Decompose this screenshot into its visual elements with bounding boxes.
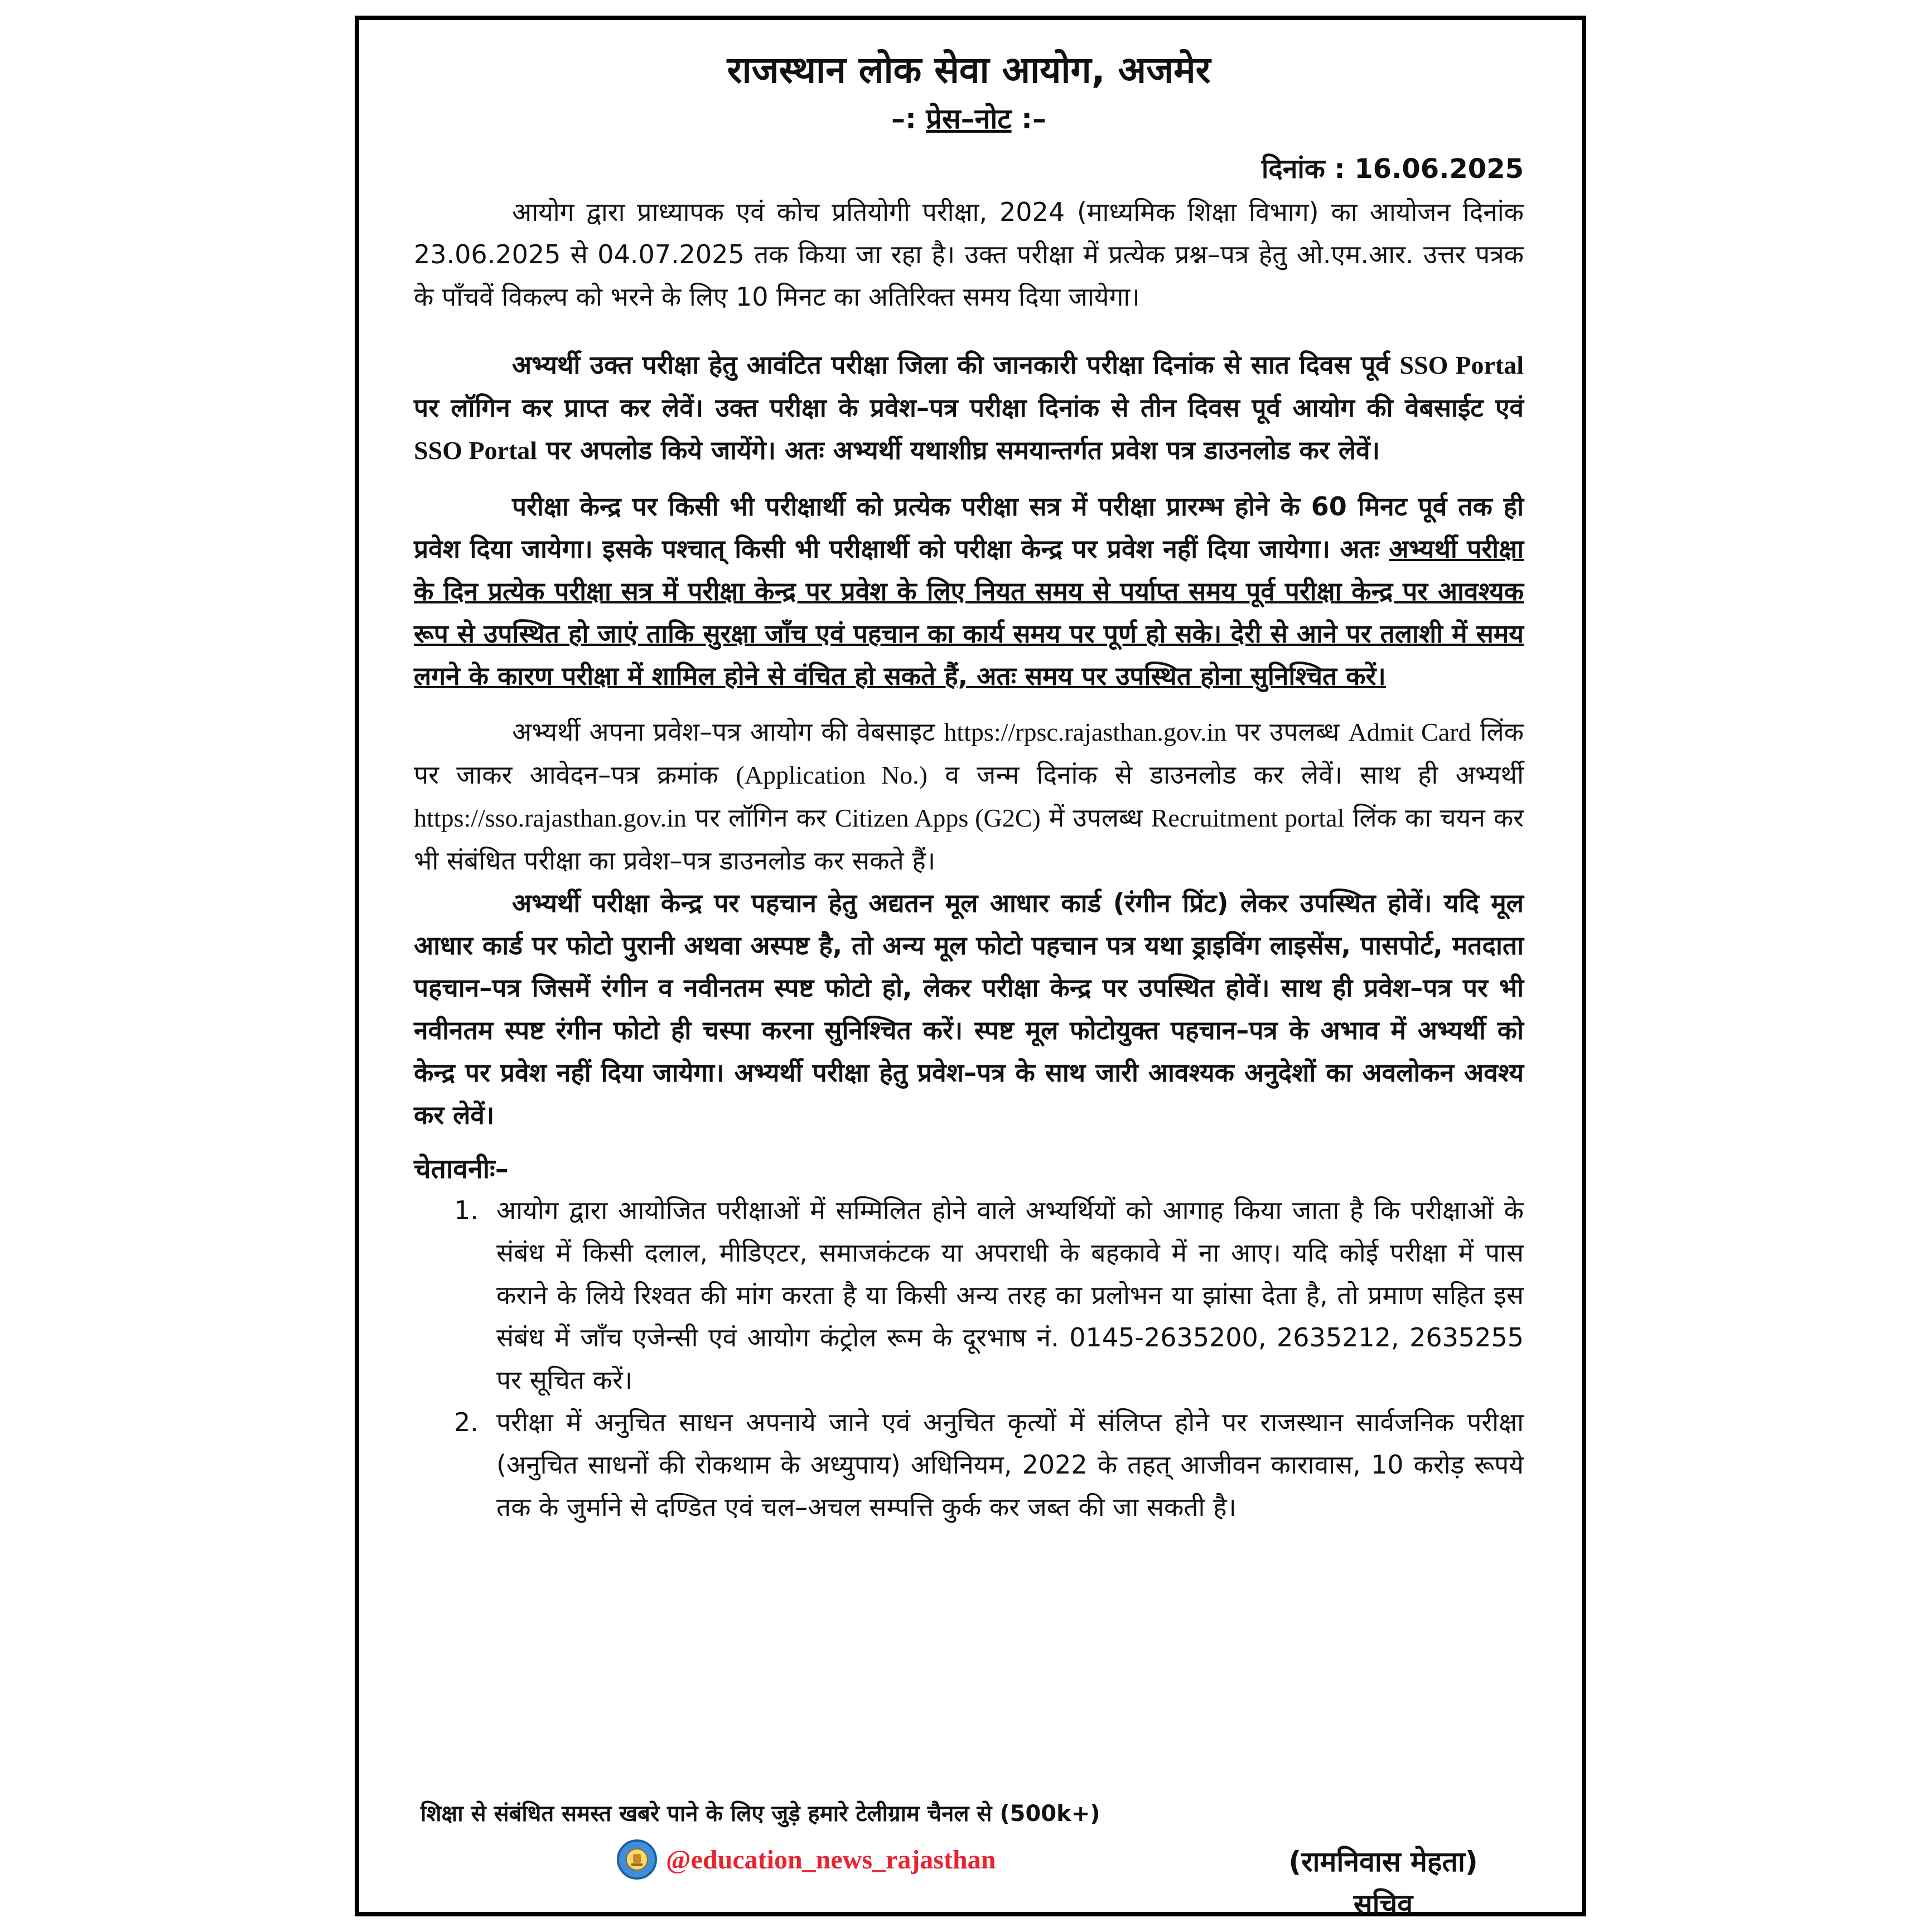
telegram-promo-text: शिक्षा से संबंधित समस्त खबरे पाने के लिए जुड़े हमारे टेलीग्राम चैनल से (500k+): [421, 1801, 1100, 1827]
paragraph-entry-time: परीक्षा केन्द्र पर किसी भी परीक्षार्थी को प्रत्येक परीक्षा सत्र में परीक्षा प्रारम्भ होने के 60 मिनट पूर्व तक ही प्रवेश दिया जायेगा। इसके पश्चात् किसी भी परीक्षार्थी को परीक्षा केन्द्र पर प्रवेश नहीं दिया जायेगा। अतः अभ्यर्थी परीक्षा के दिन प्रत्येक परीक्षा सत्र में परीक्षा केन्द्र पर प्रवेश के लिए नियत समय से पर्याप्त समय पूर्व परीक्षा केन्द्र पर आवश्यक रूप से उपस्थित हो जाएं ताकि सुरक्षा जाँच एवं पहचान का कार्य समय पर पूर्ण हो सके। देरी से आने पर तलाशी में समय लगने के कारण परीक्षा में शामिल होने से वंचित हो सकते हैं, अतः समय पर उपस्थित होना सुनिश्चित करें।: [414, 491, 1524, 691]
paragraph-id-proof: अभ्यर्थी परीक्षा केन्द्र पर पहचान हेतु अद्यतन मूल आधार कार्ड (रंगीन प्रिंट) लेकर उपस्थित होवें। यदि मूल आधार कार्ड पर फोटो पुरानी अथवा अस्पष्ट है, तो अन्य मूल फोटो पहचान पत्र यथा ड्राइविंग लाइसेंस, पासपोर्ट, मतदाता पहचान–पत्र जिसमें रंगीन व नवीनतम स्पष्ट फोटो हो, लेकर परीक्षा केन्द्र पर उपस्थित होवें। साथ ही प्रवेश–पत्र पर भी नवीनतम स्पष्ट रंगीन फोटो ही चस्पा करना सुनिश्चित करें। स्पष्ट मूल फोटोयुक्त पहचान–पत्र के अभाव में अभ्यर्थी को केन्द्र पर प्रवेश नहीं दिया जायेगा। अभ्यर्थी परीक्षा हेतु प्रवेश–पत्र के साथ जारी आवश्यक अनुदेशों का अवलोकन अवश्य कर लेवें।: [414, 887, 1524, 1130]
warning-item: 2. परीक्षा में अनुचित साधन अपनाये जाने एवं अनुचित कृत्यों में संलिप्त होने पर राजस्थान सार्वजनिक परीक्षा (अनुचित साधनों की रोकथाम के अध्युपाय) अधिनियम, 2022 के तहत् आजीवन कारावास, 10 करोड़ रूपये तक के जुर्माने से दण्डित एवं चल–अचल सम्पत्ति कुर्क कर जब्त की जा सकती है।: [454, 1407, 1524, 1522]
paragraph-admit-card: अभ्यर्थी अपना प्रवेश–पत्र आयोग की वेबसाइट https://rpsc.rajasthan.gov.in पर उपलब्ध Admit Card लिंक पर जाकर आवेदन–पत्र क्रमांक (Application No.) व जन्म दिनांक से डाउनलोड कर लेवें। साथ ही अभ्यर्थी https://sso.rajasthan.gov.in पर लॉगिन कर Citizen Apps (G2C) में उपलब्ध Recruitment portal लिंक का चयन कर भी संबंधित परीक्षा का प्रवेश–पत्र डाउनलोड कर सकते हैं।: [414, 716, 1524, 876]
paragraph-exam-schedule: आयोग द्वारा प्राध्यापक एवं कोच प्रतियोगी परीक्षा, 2024 (माध्यमिक शिक्षा विभाग) का आयोजन दिनांक 23.06.2025 से 04.07.2025 तक किया जा रहा है। उक्त परीक्षा में प्रत्येक प्रश्न–पत्र हेतु ओ.एम.आर. उत्तर पत्रक के पाँचवें विकल्प को भरने के लिए 10 मिनट का अतिरिक्त समय दिया जायेगा।: [414, 196, 1524, 312]
rpsc-website-link[interactable]: https://rpsc.rajasthan.gov.in: [944, 717, 1227, 746]
press-note-date: दिनांक : 16.06.2025: [1261, 153, 1524, 185]
warning-item: 1. आयोग द्वारा आयोजित परीक्षाओं में सम्मिलित होने वाले अभ्यर्थियों को आगाह किया जाता है कि परीक्षाओं के संबंध में किसी दलाल, मीडिएटर, समाजकंटक या अपराधी के बहकावे में ना आए। यदि कोई परीक्षा में पास कराने के लिये रिश्वत की मांग करता है या किसी अन्य तरह का प्रलोभन या झांसा देता है, तो प्रमाण सहित इस संबंध में जाँच एजेन्सी एवं आयोग कंट्रोल रूम के दूरभाष नं. 0145-2635200, 2635212, 2635255 पर सूचित करें।: [454, 1195, 1524, 1395]
paragraph-exam-district: अभ्यर्थी उक्त परीक्षा हेतु आवंटित परीक्षा जिला की जानकारी परीक्षा दिनांक से सात दिवस पूर्व SSO Portal पर लॉगिन कर प्राप्त कर लेवें। उक्त परीक्षा के प्रवेश–पत्र परीक्षा दिनांक से तीन दिवस पूर्व आयोग की वेबसाईट एवं SSO Portal पर अपलोड किये जायेंगे। अतः अभ्यर्थी यथाशीघ्र समयान्तर्गत प्रवेश पत्र डाउनलोड कर लेवें।: [414, 349, 1524, 465]
press-note-body: [414, 45, 1524, 1528]
signature-block: [1272, 1841, 1495, 1925]
signer-name: (रामनिवास मेहता): [1288, 1846, 1478, 1878]
telegram-handle[interactable]: @education_news_rajasthan: [666, 1844, 996, 1875]
rajasthan-emblem-icon: [617, 1839, 657, 1880]
press-note-label: –: प्रेस–नोट :–: [891, 103, 1046, 136]
sso-website-link[interactable]: https://sso.rajasthan.gov.in: [414, 803, 687, 832]
warning-list: [414, 1189, 1524, 1528]
commission-title: राजस्थान लोक सेवा आयोग, अजमेर: [727, 49, 1211, 91]
signer-title: सचिव: [1353, 1888, 1413, 1920]
warning-heading: चेतावनीः–: [414, 1153, 509, 1185]
telegram-handle-row[interactable]: [617, 1839, 996, 1880]
